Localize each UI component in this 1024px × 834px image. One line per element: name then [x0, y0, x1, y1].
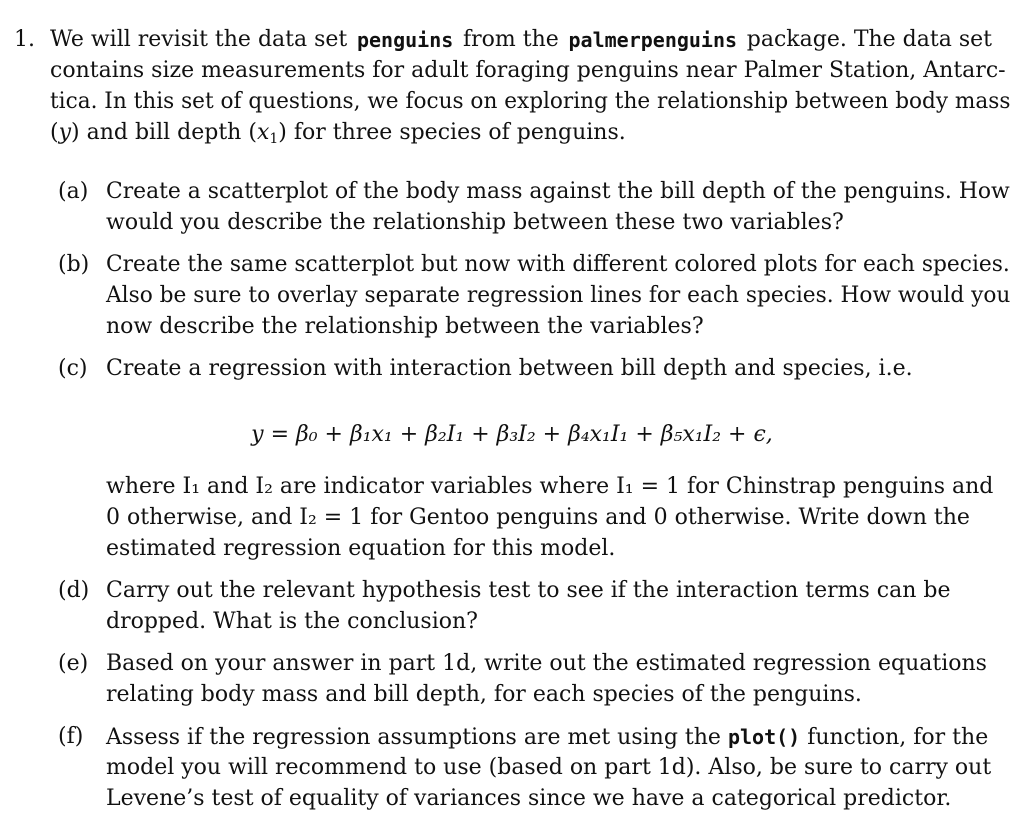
part-c-line-4: estimated regression equation for this model. [106, 536, 616, 561]
part-f-line-1 [106, 722, 988, 753]
part-b-line-2: Also be sure to overlay separate regression lines for each species. How would you [106, 283, 1011, 308]
part-f-line-2: model you will recommend to use (based on part 1d). Also, be sure to carry out [106, 755, 992, 780]
part-e-line-2: relating body mass and bill depth, for each species of the penguins. [106, 682, 862, 707]
intro-line-3: tica. In this set of questions, we focus on exploring the relationship between body mass [50, 89, 1011, 114]
intro-text: We will revisit the data set [50, 27, 348, 52]
part-a-label: (a) [58, 179, 89, 204]
part-f-label: (f) [58, 724, 84, 749]
part-d-label: (d) [58, 578, 90, 603]
intro-text: ( [50, 120, 59, 145]
dataset-code: penguins [356, 28, 454, 52]
part-a-line-1: Create a scatterplot of the body mass against the bill depth of the penguins. How [106, 179, 1010, 204]
part-b-line-3: now describe the relationship between the variables? [106, 314, 704, 339]
part-c-line-1: Create a regression with interaction between bill depth and species, i.e. [106, 356, 913, 381]
problem-number: 1. [14, 27, 35, 52]
part-c-line-2: where I₁ and I₂ are indicator variables where I₁ = 1 for Chinstrap penguins and [106, 474, 994, 499]
part-f-text: function, for the [807, 725, 989, 750]
part-e-label: (e) [58, 651, 89, 676]
package-code: palmerpenguins [568, 28, 738, 52]
part-e-line-1: Based on your answer in part 1d, write out the estimated regression equations [106, 651, 987, 676]
math-subscript: 1 [269, 131, 279, 147]
part-a-line-2: would you describe the relationship between these two variables? [106, 210, 844, 235]
intro-line-4 [50, 118, 626, 148]
part-c-label: (c) [58, 356, 88, 381]
part-d-line-1: Carry out the relevant hypothesis test to see if the interaction terms can be [106, 578, 951, 603]
part-b-line-1: Create the same scatterplot but now with different colored plots for each species. [106, 252, 1010, 277]
part-b-label: (b) [58, 252, 90, 277]
part-f-line-3: Levene’s test of equality of variances since we have a categorical predictor. [106, 786, 952, 811]
part-d-line-2: dropped. What is the conclusion? [106, 609, 478, 634]
intro-text: from the [462, 27, 559, 52]
math-variable: y [58, 120, 72, 145]
intro-text: ) and bill depth ( [71, 120, 257, 145]
math-variable: x [256, 120, 270, 145]
plot-function-code: plot() [727, 725, 801, 749]
intro-text: package. The data set [746, 27, 992, 52]
intro-line-1 [50, 25, 992, 55]
part-c-line-3: 0 otherwise, and I₂ = 1 for Gentoo penguins and 0 otherwise. Write down the [106, 505, 970, 530]
intro-line-2: contains size measurements for adult foraging penguins near Palmer Station, Antarc- [50, 58, 1006, 83]
part-f-text: Assess if the regression assumptions are met using the [106, 725, 721, 750]
regression-equation: y = β₀ + β₁x₁ + β₂I₁ + β₃I₂ + β₄x₁I₁ + β₅x₁I₂ + ϵ, [251, 422, 773, 447]
intro-text: ) for three species of penguins. [278, 120, 626, 145]
